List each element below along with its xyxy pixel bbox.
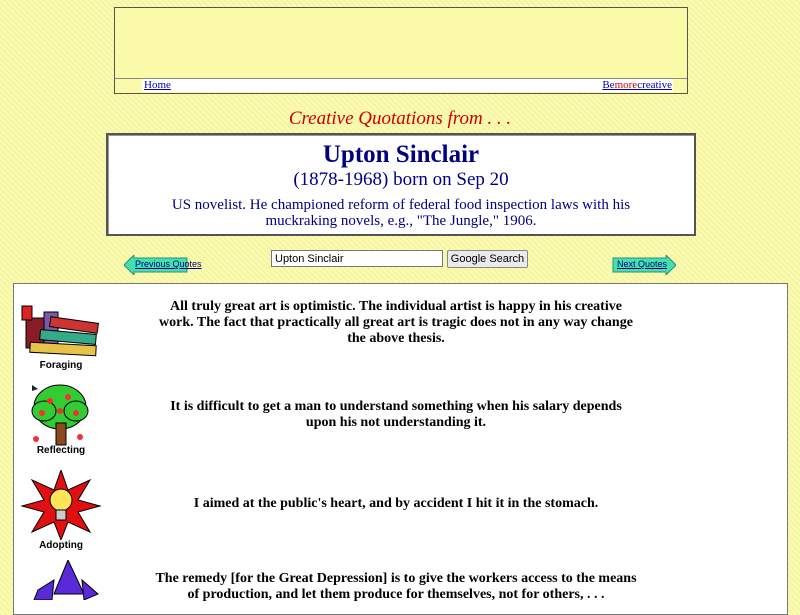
bmc-creative: creative	[637, 79, 672, 91]
quote-text: It is difficult to get a man to understand something when his salary depends upon his not understanding it.	[170, 399, 622, 430]
author-box	[106, 133, 696, 236]
previous-quotes-label: Previous Quotes	[135, 259, 202, 269]
previous-quotes-button[interactable]	[124, 255, 202, 275]
bmc-more: more	[614, 79, 638, 91]
books-icon	[20, 296, 102, 358]
lightbulb-icon	[20, 470, 102, 540]
adopting-block[interactable]	[20, 470, 102, 552]
bmc-be: Be	[602, 79, 615, 91]
reflecting-block[interactable]	[20, 379, 102, 459]
quote-text: The remedy [for the Great Depression] is to give the workers access to the means of production, and let them produce for themselves, not for others, . . .	[155, 571, 637, 602]
author-name: Upton Sinclair	[322, 141, 480, 168]
bemorecreative-link[interactable]	[602, 79, 672, 91]
wizard-icon	[24, 560, 106, 600]
next-quotes-label: Next Quotes	[617, 259, 668, 269]
ad-area	[115, 8, 687, 79]
quotes-panel	[13, 283, 788, 615]
creative-quotations-heading: Creative Quotations from . . .	[288, 108, 512, 129]
nav-bar	[142, 79, 673, 92]
author-dates: (1878-1968) born on Sep 20	[293, 169, 509, 190]
search-input[interactable]	[271, 250, 443, 267]
foraging-label: Foraging	[39, 360, 83, 371]
google-search-button[interactable]: Google Search	[447, 250, 528, 268]
quote-text: I aimed at the public's heart, and by accident I hit it in the stomach.	[193, 496, 599, 511]
top-banner	[114, 7, 688, 94]
home-link[interactable]: Home	[144, 79, 171, 91]
tree-icon	[20, 379, 102, 449]
foraging-block[interactable]	[20, 296, 102, 376]
next-quotes-button[interactable]	[612, 255, 676, 275]
quote-text: All truly great art is optimistic. The individual artist is happy in his creative work. The fact that practically all great art is tragic does not in any way change the above thesis.	[159, 299, 633, 346]
adopting-label: Adopting	[39, 540, 83, 551]
author-description: US novelist. He championed reform of federal food inspection laws with his muckraking novels, e.g., "The Jungle," 1906.	[171, 197, 631, 229]
reflecting-label: Reflecting	[36, 445, 86, 456]
